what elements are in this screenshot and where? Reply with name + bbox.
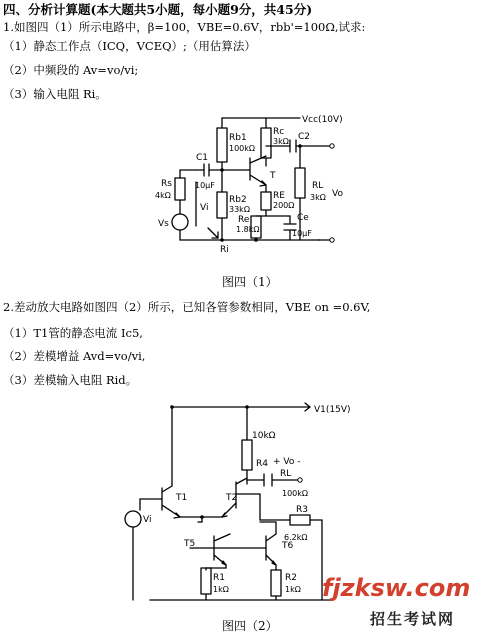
q1-item-2: （2）中频段的 Av=vo/vi; <box>3 63 139 77</box>
fig2-t2-label: T2 <box>226 493 238 503</box>
fig1-rc-value: 3kΩ <box>273 137 289 146</box>
fig2-vcc-label: V1(15V) <box>314 405 351 415</box>
fig1-vs-label: Vs <box>158 219 169 229</box>
fig1-rs-value: 4kΩ <box>155 191 171 200</box>
fig1-ce-value: 10μF <box>292 229 312 238</box>
fig1-rb2-label: Rb2 <box>229 195 247 205</box>
section-title: 四、分析计算题(本大题共5小题，每小题9分，共45分) <box>3 2 313 17</box>
fig1-re2-label: Re <box>238 215 250 225</box>
fig2-vi-label: Vi <box>143 515 152 525</box>
fig2-r2-value: 1kΩ <box>285 585 301 594</box>
fig1-vo-label: Vo <box>332 189 343 199</box>
q1-item-1: （1）静态工作点（ICQ，VCEQ）;（用估算法） <box>3 39 256 53</box>
fig1-c1-value: 10μF <box>195 181 215 190</box>
figure-1-caption: 图四（1） <box>222 275 278 289</box>
fig1-c1-label: C1 <box>196 153 209 163</box>
fig2-rl-value: 100kΩ <box>282 489 309 498</box>
fig2-rl-label: RL <box>280 469 292 479</box>
fig1-re2-value: 1.8kΩ <box>236 225 260 234</box>
fig1-vi-label: Vi <box>200 203 209 213</box>
watermark-tagline: 招生考试网 <box>370 610 456 628</box>
figure-2-caption: 图四（2） <box>222 619 278 633</box>
fig1-vcc-label: Vcc(10V) <box>302 115 343 125</box>
fig2-t5-label: T5 <box>184 539 196 549</box>
watermark-site: fjzksw.com <box>322 574 471 602</box>
fig1-re-label: RE <box>273 191 285 201</box>
q2-item-3: （3）差模输入电阻 Rid。 <box>3 373 138 387</box>
fig2-r1-label: R1 <box>213 573 225 583</box>
fig2-r3-value: 6.2kΩ <box>284 533 308 542</box>
fig1-ri-label: Ri <box>220 245 229 255</box>
fig1-rl-value: 3kΩ <box>310 193 326 202</box>
fig1-rb1-label: Rb1 <box>229 133 247 143</box>
fig1-rb1-value: 100kΩ <box>229 144 256 153</box>
fig2-t6-label: T6 <box>282 541 294 551</box>
q2-intro: 2.差动放大电路如图四（2）所示，已知各管参数相同，VBE on =0.6V, <box>3 300 371 314</box>
fig1-c2-label: C2 <box>298 132 311 142</box>
fig2-r4-label: R4 <box>256 459 268 469</box>
fig1-rs-label: Rs <box>161 179 172 189</box>
fig1-re-value: 200Ω <box>273 201 295 210</box>
fig1-rl-label: RL <box>312 181 324 191</box>
fig1-rc-label: Rc <box>273 127 285 137</box>
q2-item-1: （1）T1管的静态电流 Ic5, <box>3 326 143 340</box>
fig2-r1-value: 1kΩ <box>213 585 229 594</box>
fig2-t1-label: T1 <box>176 493 188 503</box>
fig1-t-label: T <box>270 171 276 181</box>
q1-item-3: （3）输入电阻 Ri。 <box>3 87 107 101</box>
fig2-r2-label: R2 <box>285 573 297 583</box>
fig1-ce-label: Ce <box>297 213 309 223</box>
q2-item-2: （2）差模增益 Avd=vo/vi, <box>3 349 146 363</box>
fig2-vo-label: + Vo - <box>273 457 301 467</box>
fig2-r3-label: R3 <box>296 505 308 515</box>
q1-intro: 1.如图四（1）所示电路中，β=100，VBE=0.6V，rbb'=100Ω,试求: <box>3 20 366 34</box>
fig1-rb2-value: 33kΩ <box>229 205 250 214</box>
fig2-r4-value: 10kΩ <box>252 431 276 441</box>
